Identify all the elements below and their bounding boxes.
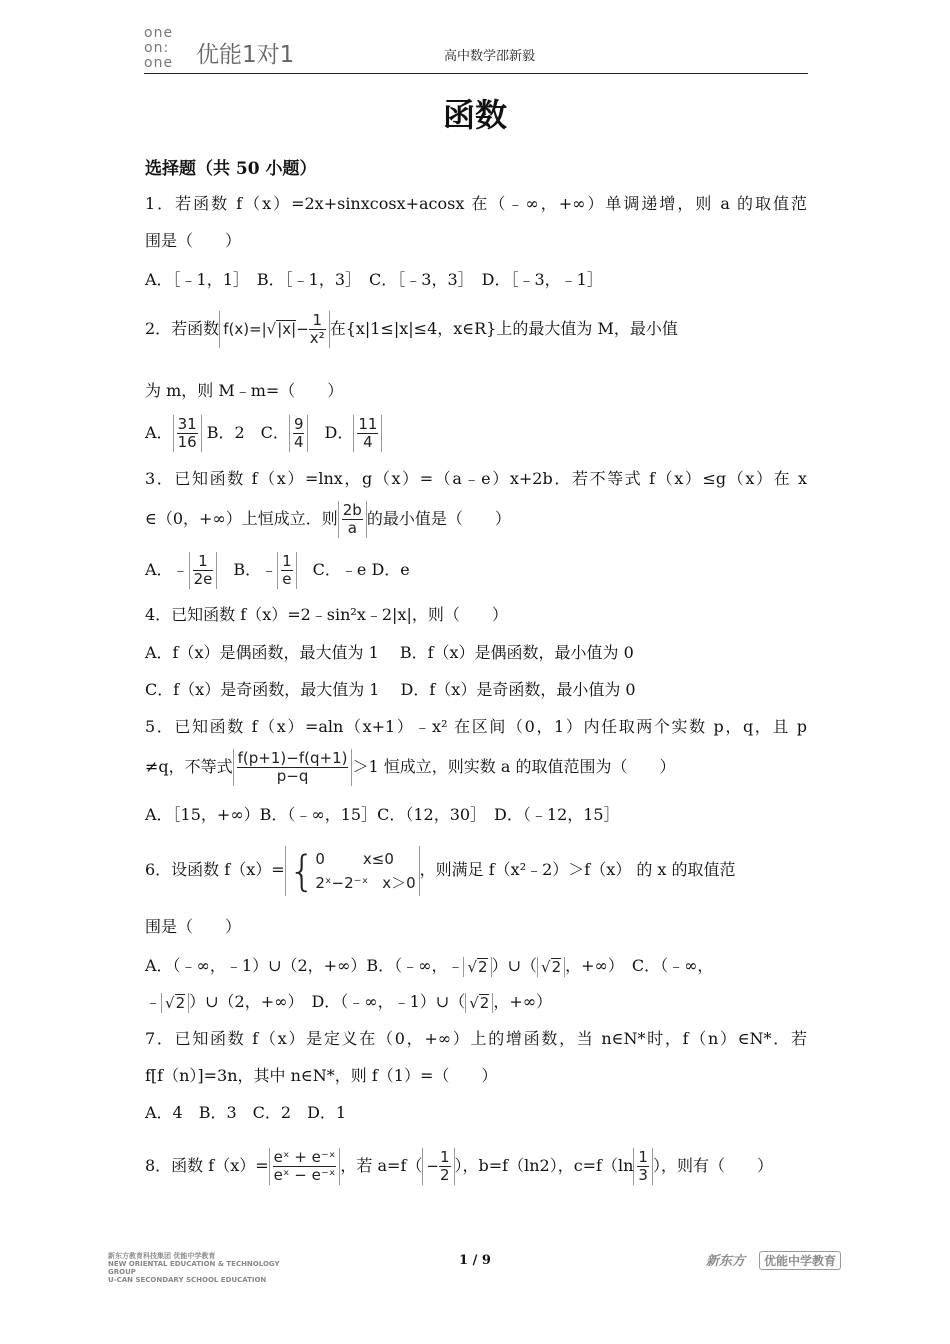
q2-fx: f(x)=| — [223, 320, 267, 338]
q2-fraction: $\frac{1}{\text{x²}}$ — [309, 311, 325, 347]
logo-mark: one on: one — [144, 25, 174, 71]
header-author: 高中数学邵新毅 — [444, 49, 536, 64]
q4-line1: 4．已知函数 f（x）=2﹣sin²x﹣2|x|，则（ ） — [145, 605, 508, 624]
q6-sqrt: √2 — [465, 993, 493, 1013]
q2-minus: − — [296, 320, 309, 338]
logo-text: 优能1对1 — [196, 42, 295, 68]
q2-prefix: 2．若函数 — [145, 319, 220, 338]
page-header — [144, 26, 808, 76]
footer-brand-logo: 新东方 优能中学教育 — [706, 1250, 841, 1270]
q6-sqrt: √2 — [161, 993, 189, 1013]
q2-option-d-fraction: $\frac{11}{4}$ — [353, 415, 382, 452]
q4-options-cd: C．f（x）是奇函数，最大值为 1 D．f（x）是奇函数，最小值为 0 — [145, 680, 636, 699]
page-number: 1 / 9 — [459, 1253, 491, 1268]
q3-options: A．﹣ $\frac{1}{2e}$ B．﹣ $\frac{1}{e}$ C．﹣e D．e — [145, 552, 410, 588]
q4-options-ab: A．f（x）是偶函数，最大值为 1 B．f（x）是偶函数，最小值为 0 — [145, 643, 634, 662]
q5-line2: ≠q，不等式 $\frac{f(p+1)-f(q+1)}{p-q}$ ＞1 恒成立，则实数 a 的取值范围为（ ） — [145, 749, 676, 785]
q3-option-b-fraction: $\frac{1}{e}$ — [277, 552, 297, 589]
q8-fraction: $\frac{\text{eˣ + e⁻ˣ}}{\text{eˣ − e⁻ˣ}}$ — [269, 1148, 341, 1185]
q8-a-arg: − $\frac{1}{2}$ — [422, 1148, 454, 1185]
q5-options: A．［15，+∞）B．（﹣∞，15］C．（12，30］ D．（﹣12，15］ — [145, 805, 620, 824]
q3-line1: 3．已知函数 f（x）=lnx，g（x）=（a﹣e）x+2b．若不等式 f（x）≤g（x）在 x — [145, 469, 807, 488]
q2-line2: 为 m，则 M﹣m=（ ） — [145, 381, 344, 400]
q2-options: A． $\frac{31}{16}$ B．2 C． $\frac{9}{4}$ D． $\frac{11}{4}$ — [145, 411, 382, 455]
q2-option-c-fraction: $\frac{9}{4}$ — [289, 415, 309, 452]
q1-line1: 1．若函数 f（x）=2x+sinxcosx+acosx 在（﹣∞，+∞）单调递增，则 a 的取值范 — [145, 194, 807, 213]
q1-options: A．［﹣1，1］ B．［﹣1，3］ C．［﹣3，3］ D．［﹣3，﹣1］ — [145, 270, 603, 289]
q6-line2: 围是（ ） — [145, 917, 242, 936]
q5-line1: 5．已知函数 f（x）=aln（x+1）﹣x² 在区间（0，1）内任取两个实数 p，q，且 p — [145, 717, 807, 736]
q2-suffix: 在{x|1≤|x|≤4，x∈R}上的最大值为 M，最小值 — [329, 319, 678, 338]
q3-option-a-fraction: $\frac{1}{2e}$ — [189, 552, 218, 589]
q6-options-2: ﹣ √2 ）∪（2，+∞） D．（﹣∞，﹣1）∪（ √2 ，+∞） — [145, 992, 553, 1012]
q6-line1: 6．设函数 f（x）={ 0 x≤0 2ˣ−2⁻ˣ x＞0 ，则满足 f（x²﹣2）＞f（x） 的 x 的取值范 — [145, 846, 736, 895]
q8-c-fraction: $\frac{1}{3}$ — [633, 1148, 653, 1185]
q7-line1: 7．已知函数 f（x）是定义在（0，+∞）上的增函数，当 n∈N*时，f（n）∈N*．若 — [145, 1029, 807, 1048]
q6-options-1: A．（﹣∞，﹣1）∪（2，+∞）B．（﹣∞，﹣ √2 ）∪（ √2 ，+∞） C．（﹣∞， — [145, 956, 714, 976]
header-divider — [144, 73, 808, 74]
q6-sqrt: √2 — [537, 957, 565, 977]
footer-organization: 新东方教育科技集团 优能中学教育 NEW ORIENTAL EDUCATION & TECHNOLOGY GROUP U-CAN SECONDARY SCHOOL EDUCATION — [108, 1252, 280, 1284]
q6-sqrt: √2 — [463, 957, 491, 977]
q7-options: A．4 B．3 C．2 D．1 — [145, 1103, 347, 1122]
q8-line1: 8．函数 f（x）= $\frac{\text{eˣ + e⁻ˣ}}{\text{eˣ − e⁻ˣ}}$ ，若 a=f（ − $\frac{1}{2}$ ），b=f（ln2），c=f（ln $\frac{1}{3}$ ），则有（ ） — [145, 1148, 773, 1184]
q3-line2: ∈（0，+∞）上恒成立．则 $\frac{2b}{a}$ 的最小值是（ ） — [145, 501, 511, 537]
q3-fraction: $\frac{2b}{a}$ — [338, 501, 367, 538]
q2-line1 — [145, 308, 678, 350]
q5-fraction: $\frac{f(p+1)-f(q+1)}{p-q}$ — [233, 749, 353, 786]
q2-radicand: |x| — [277, 320, 297, 338]
q6-piecewise: { 0 x≤0 2ˣ−2⁻ˣ x＞0 — [285, 846, 420, 896]
q2-formula: f(x)=|√|x|− $\frac{1}{\text{x²}}$ — [219, 311, 330, 348]
section-heading: 选择题（共 50 小题） — [145, 159, 317, 179]
q2-option-a-fraction: $\frac{31}{16}$ — [173, 415, 202, 452]
q7-line2: f[f（n）]=3n，其中 n∈N*，则 f（1）=（ ） — [145, 1066, 498, 1085]
page-title: 函数 — [442, 96, 507, 134]
q1-line2: 围是（ ） — [145, 231, 242, 250]
